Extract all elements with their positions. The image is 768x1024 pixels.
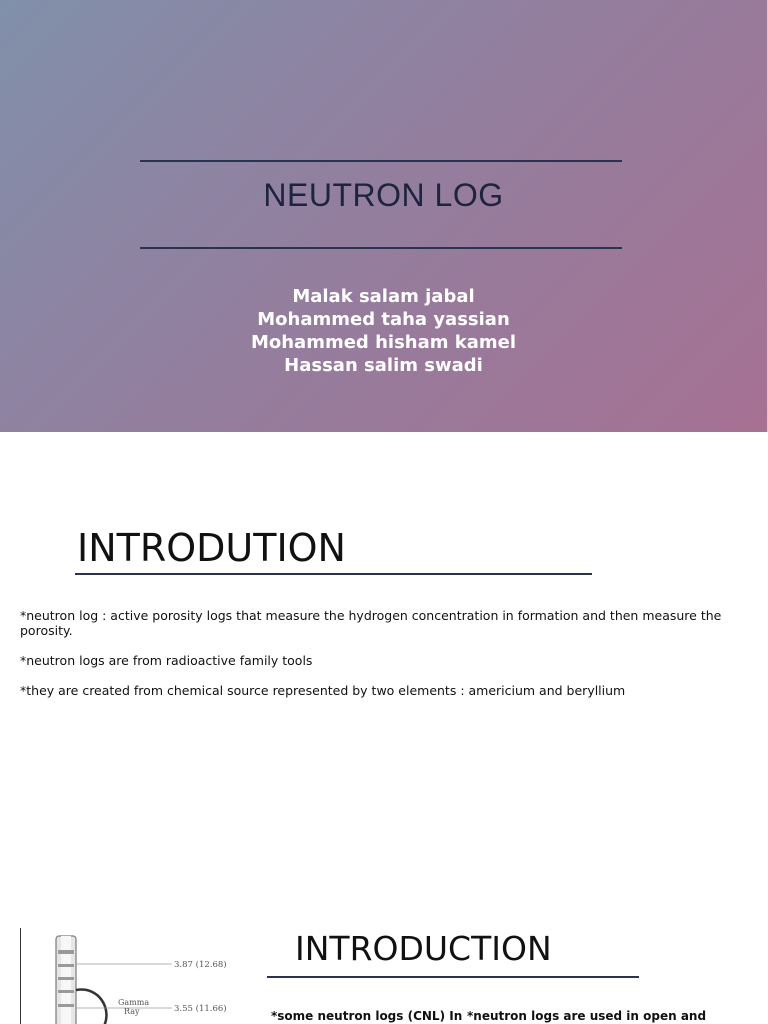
tool-band [58, 964, 74, 967]
body-column-left: *some neutron logs (CNL) In [271, 1009, 463, 1023]
title-top-rule [140, 160, 622, 162]
heading-underline [75, 573, 592, 575]
tool-band [58, 1004, 74, 1007]
body-paragraph: *they are created from chemical source represented by two elements : americium and beryllium [20, 683, 626, 698]
author-name: Mohammed taha yassian [257, 309, 510, 330]
author-name: Hassan salim swadi [284, 355, 483, 376]
slide-left-border [20, 928, 21, 1024]
tool-band [58, 990, 74, 993]
dimension-label: 3.55 (11.66) [174, 1004, 227, 1014]
body-column-right: *neutron logs are used in open and [467, 1009, 707, 1023]
sensor-label: Ray [124, 1007, 140, 1016]
introduction-slide-2 [0, 902, 768, 1024]
title-slide [0, 0, 767, 432]
body-paragraph: *neutron logs are from radioactive family tools [20, 653, 313, 668]
tool-cable [76, 990, 106, 1024]
author-list [0, 285, 767, 377]
sensor-label: Gamma [118, 998, 150, 1007]
title-bottom-rule [140, 247, 622, 249]
heading-underline [267, 976, 639, 978]
dimension-label: 3.87 (12.68) [174, 960, 227, 970]
slide-heading: INTRODUTION [77, 526, 346, 570]
introduction-slide [0, 432, 768, 902]
slide-heading: INTRODUCTION [295, 929, 552, 968]
neutron-tool-diagram [40, 930, 250, 1024]
slide-body [20, 608, 750, 713]
author-name: Mohammed hisham kamel [250, 332, 517, 353]
tool-band [58, 977, 74, 980]
author-name: Malak salam jabal [292, 286, 475, 307]
body-paragraph: *neutron log : active porosity logs that measure the hydrogen concentration in formation and then measure the porosity. [20, 608, 722, 638]
slide-title: NEUTRON LOG [263, 177, 504, 213]
tool-band [58, 950, 74, 954]
